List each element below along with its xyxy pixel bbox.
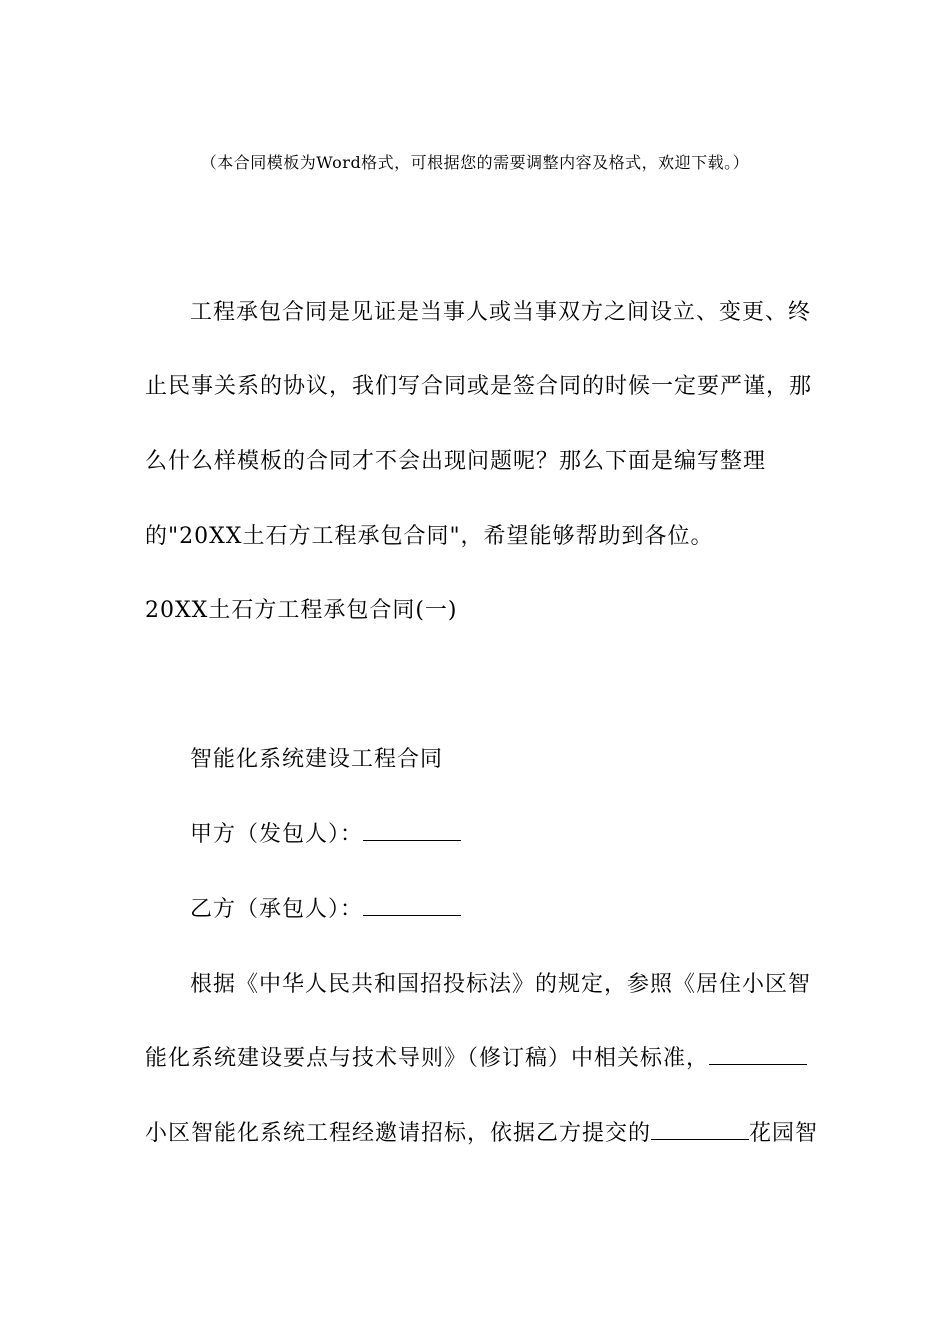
- body-line-3-suffix: 花园智: [749, 1121, 819, 1146]
- body-line-2-text: 能化系统建设要点与技术导则》（修订稿）中相关标准，: [145, 1046, 710, 1071]
- intro-line-1: 工程承包合同是见证是当事人或当事双方之间设立、变更、终: [190, 300, 812, 325]
- body-line-2: [145, 1044, 807, 1074]
- party-a-label: 甲方（发包人）：: [190, 822, 364, 847]
- intro-line-4: 的"20XX土石方工程承包合同"，希望能够帮助到各位。: [145, 524, 714, 549]
- party-a-blank: [363, 820, 461, 841]
- template-note: （本合同模板为Word格式，可根据您的需要调整内容及格式，欢迎下载。）: [200, 153, 750, 172]
- party-b-line: [190, 895, 461, 925]
- section-heading: 20XX土石方工程承包合同(一): [145, 598, 458, 623]
- body-line-3-prefix: 小区智能化系统工程经邀请招标，依据乙方提交的: [145, 1121, 652, 1146]
- contract-title: 智能化系统建设工程合同: [190, 747, 444, 772]
- intro-line-3: 么什么样模板的合同才不会出现问题呢？那么下面是编写整理: [145, 449, 767, 474]
- garden-name-blank: [651, 1119, 749, 1140]
- intro-line-2: 止民事关系的协议，我们写合同或是签合同的时候一定要严谨，那: [145, 374, 813, 399]
- party-b-blank: [363, 895, 461, 916]
- party-b-label: 乙方（承包人）：: [190, 897, 364, 922]
- body-line-1: 根据《中华人民共和国招投标法》的规定，参照《居住小区智: [190, 972, 812, 997]
- body-line-3: [145, 1119, 818, 1149]
- party-a-line: [190, 820, 461, 850]
- community-name-blank: [709, 1044, 807, 1065]
